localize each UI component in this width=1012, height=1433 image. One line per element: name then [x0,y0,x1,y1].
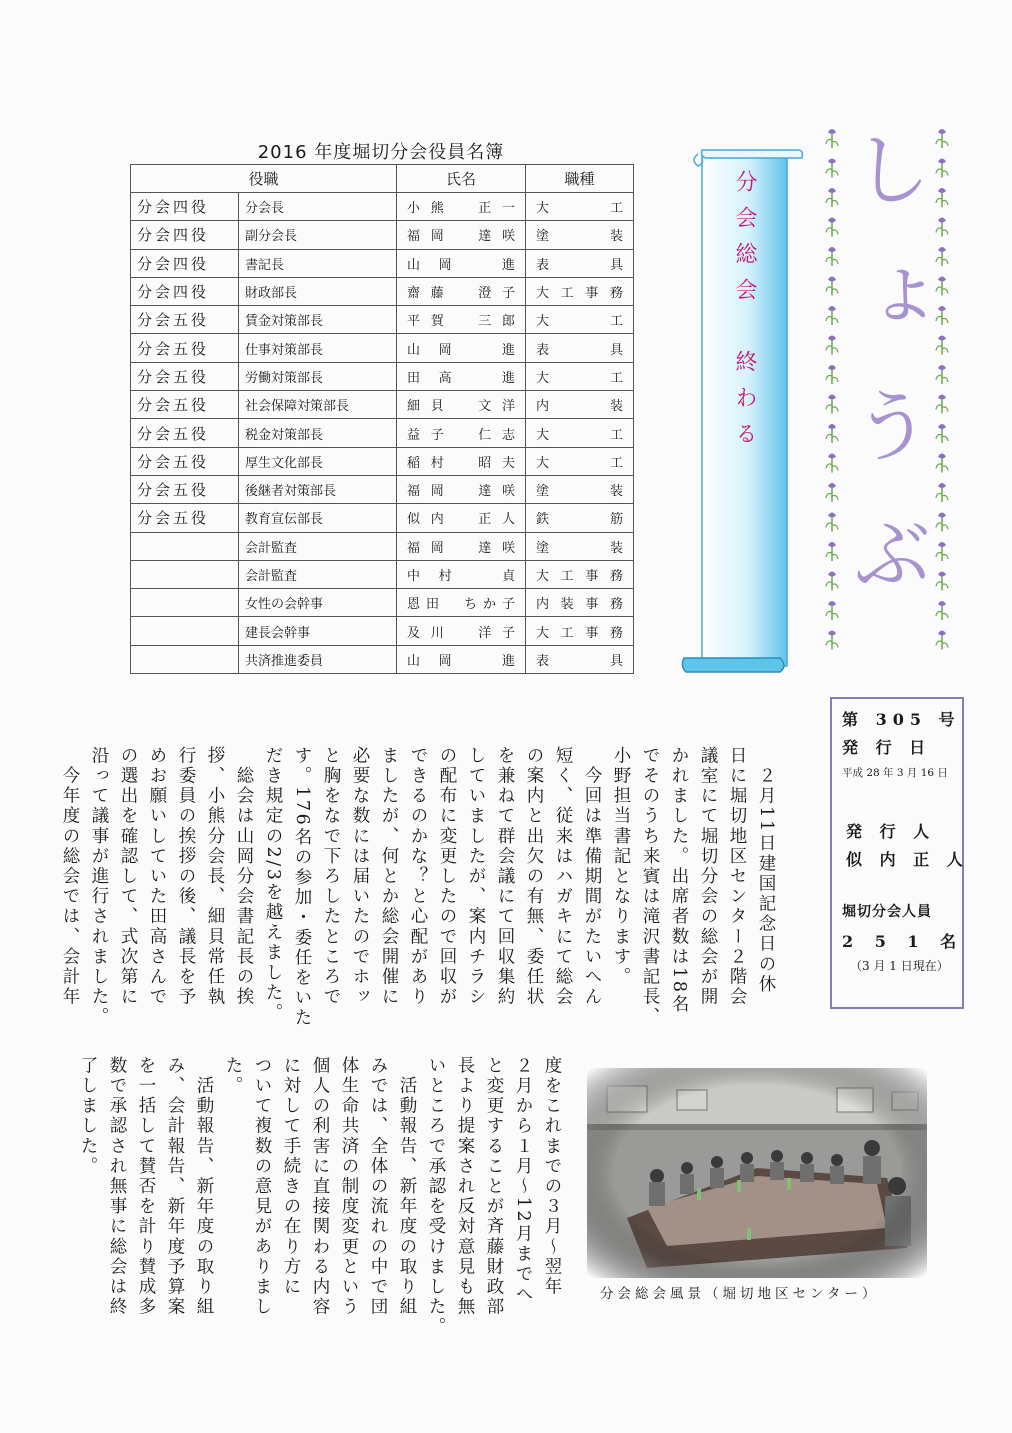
table-row [131,277,634,305]
role-cell: 社会保障対策部長 [239,391,397,419]
table-row [131,560,634,588]
trade-cell: 大工 [526,306,634,334]
name-cell: 平賀 三郎 [397,306,526,334]
issued-label: 発 行 日 [842,738,932,757]
table-row [131,193,634,221]
position-group-cell [131,589,239,617]
article-text-part2: 度をこれまでの３月～翌年 ２月から１月～12月までへ と変更することが斉藤財政部 長より提案され反対意見も無 いところで承認を受けました。 活動報告、新年度の取り組 みでは、全体の流れの中で団 体生命共済の制度変更という 個人の利害に直接関わる内容 に対して手続きの在り方に ついて複数の意見がありまし た。 活動報告、新年度の取り組 み、会計報告、新年度予算案 を一括して賛否を計り賛成多 数で承認され無事に総会は終 了しました。 [78,1056,562,1338]
trade-cell: 塗装 [526,475,634,503]
role-cell: 仕事対策部長 [239,334,397,362]
roster-table [130,164,634,674]
members-label: 堀切分会人員 [842,904,932,920]
position-group-cell: 分会五役 [131,447,239,475]
trade-cell: 内装 [526,391,634,419]
masthead-title: しょうぶ [839,128,932,640]
role-cell: 女性の会幹事 [239,589,397,617]
trade-cell: 大工事務 [526,617,634,645]
role-cell: 財政部長 [239,277,397,305]
trade-cell: 大工 [526,193,634,221]
table-row [131,447,634,475]
role-cell: 建長会幹事 [239,617,397,645]
trade-cell: 表具 [526,334,634,362]
table-title: 2016 年度堀切分会役員名簿 [257,142,505,163]
trade-cell: 大工 [526,447,634,475]
position-group-cell: 分会五役 [131,306,239,334]
meeting-photo [587,1068,927,1278]
trade-cell: 大工事務 [526,277,634,305]
position-group-cell [131,532,239,560]
name-cell: 田高 進 [397,362,526,390]
position-group-cell: 分会四役 [131,193,239,221]
table-row [131,617,634,645]
table-row [131,362,634,390]
name-cell: 齋藤 澄子 [397,277,526,305]
name-cell: 山岡 進 [397,334,526,362]
members-note: （3 月 1 日現在） [850,959,949,973]
column-header: 役職 [131,165,397,193]
name-cell: 中村 貞 [397,560,526,588]
table-row [131,306,634,334]
table-row [131,221,634,249]
position-group-cell: 分会四役 [131,249,239,277]
article-text-part1: ２月11日建国記念日の休 日に堀切地区センター２階会 議室にて堀切分会の総会が開 かれました。出席者数は18名 でそのうち来賓は滝沢書記長、 小野担当書記となります。 今回は準備期間がたいへん 短く、従来はハガキにて総会 の案内と出欠の有無、委任状 を兼ねて群会議にて回収集約 していましたが、案内チラシ の配布に変更したので回収が できるのかな？と心配があり ましたが、何とか総会開催に 必要な数には届いたのでホッ と胸をなで下ろしたところで す。176名の参加・委任をいた だき規定の2/3を越えました。 総会は山岡分会書記長の挨 拶、小熊分会長、細貝常任執 行委員の挨拶の後、議長を予 めお願いしていた田高さんで の選出を確認して、式次第に 沿って議事が進行されました。 今年度の総会では、会計年 [60,746,776,1029]
trade-cell: 塗装 [526,221,634,249]
role-cell: 共済推進委員 [239,645,397,673]
trade-cell: 塗装 [526,532,634,560]
trade-cell: 表具 [526,249,634,277]
table-row [131,475,634,503]
name-cell: 小熊 正一 [397,193,526,221]
trade-cell: 大工 [526,419,634,447]
name-cell: 恩田 ちか子 [397,589,526,617]
position-group-cell [131,617,239,645]
role-cell: 後継者対策部長 [239,475,397,503]
position-group-cell [131,645,239,673]
publisher-name: 似 内 正 人 [846,850,969,869]
table-row [131,589,634,617]
issue-info-box [830,697,969,1009]
position-group-cell: 分会五役 [131,362,239,390]
position-group-cell: 分会五役 [131,475,239,503]
name-cell: 福岡 達咲 [397,475,526,503]
position-group-cell: 分会四役 [131,277,239,305]
role-cell: 厚生文化部長 [239,447,397,475]
position-group-cell: 分会五役 [131,391,239,419]
name-cell: 益子 仁志 [397,419,526,447]
role-cell: 教育宣伝部長 [239,504,397,532]
table-row [131,391,634,419]
name-cell: 及川 洋子 [397,617,526,645]
name-cell: 細貝 文洋 [397,391,526,419]
role-cell: 書記長 [239,249,397,277]
issue-number: 第 305 号 [842,710,961,729]
issued-date: 平成 28 年 3 月 16 日 [842,767,948,779]
position-group-cell: 分会五役 [131,419,239,447]
trade-cell: 表具 [526,645,634,673]
trade-cell: 大工 [526,362,634,390]
role-cell: 税金対策部長 [239,419,397,447]
name-cell: 福岡 達咲 [397,221,526,249]
role-cell: 会計監査 [239,560,397,588]
banner-text: 分会総会 終わる [732,170,757,458]
table-row [131,334,634,362]
position-group-cell: 分会四役 [131,221,239,249]
position-group-cell [131,560,239,588]
trade-cell: 大工事務 [526,560,634,588]
photo-caption: 分会総会風景（堀切地区センター） [600,1286,880,1302]
role-cell: 会計監査 [239,532,397,560]
table-row [131,645,634,673]
name-cell: 山岡 進 [397,249,526,277]
name-cell: 福岡 達咲 [397,532,526,560]
table-row [131,532,634,560]
position-group-cell: 分会五役 [131,334,239,362]
role-cell: 分会長 [239,193,397,221]
column-header: 氏名 [397,165,526,193]
table-row [131,249,634,277]
publisher-label: 発 行 人 [846,822,936,841]
table-row [131,504,634,532]
trade-cell: 鉄筋 [526,504,634,532]
name-cell: 稲村 昭夫 [397,447,526,475]
members-count: 2 5 1 名 [842,932,965,951]
table-row [131,419,634,447]
column-header: 職種 [526,165,634,193]
name-cell: 山岡 進 [397,645,526,673]
position-group-cell: 分会五役 [131,504,239,532]
role-cell: 副分会長 [239,221,397,249]
role-cell: 賃金対策部長 [239,306,397,334]
table-header-row [131,165,634,193]
trade-cell: 内装事務 [526,589,634,617]
name-cell: 似内 正人 [397,504,526,532]
iris-decoration-right-icon [932,124,952,654]
role-cell: 労働対策部長 [239,362,397,390]
